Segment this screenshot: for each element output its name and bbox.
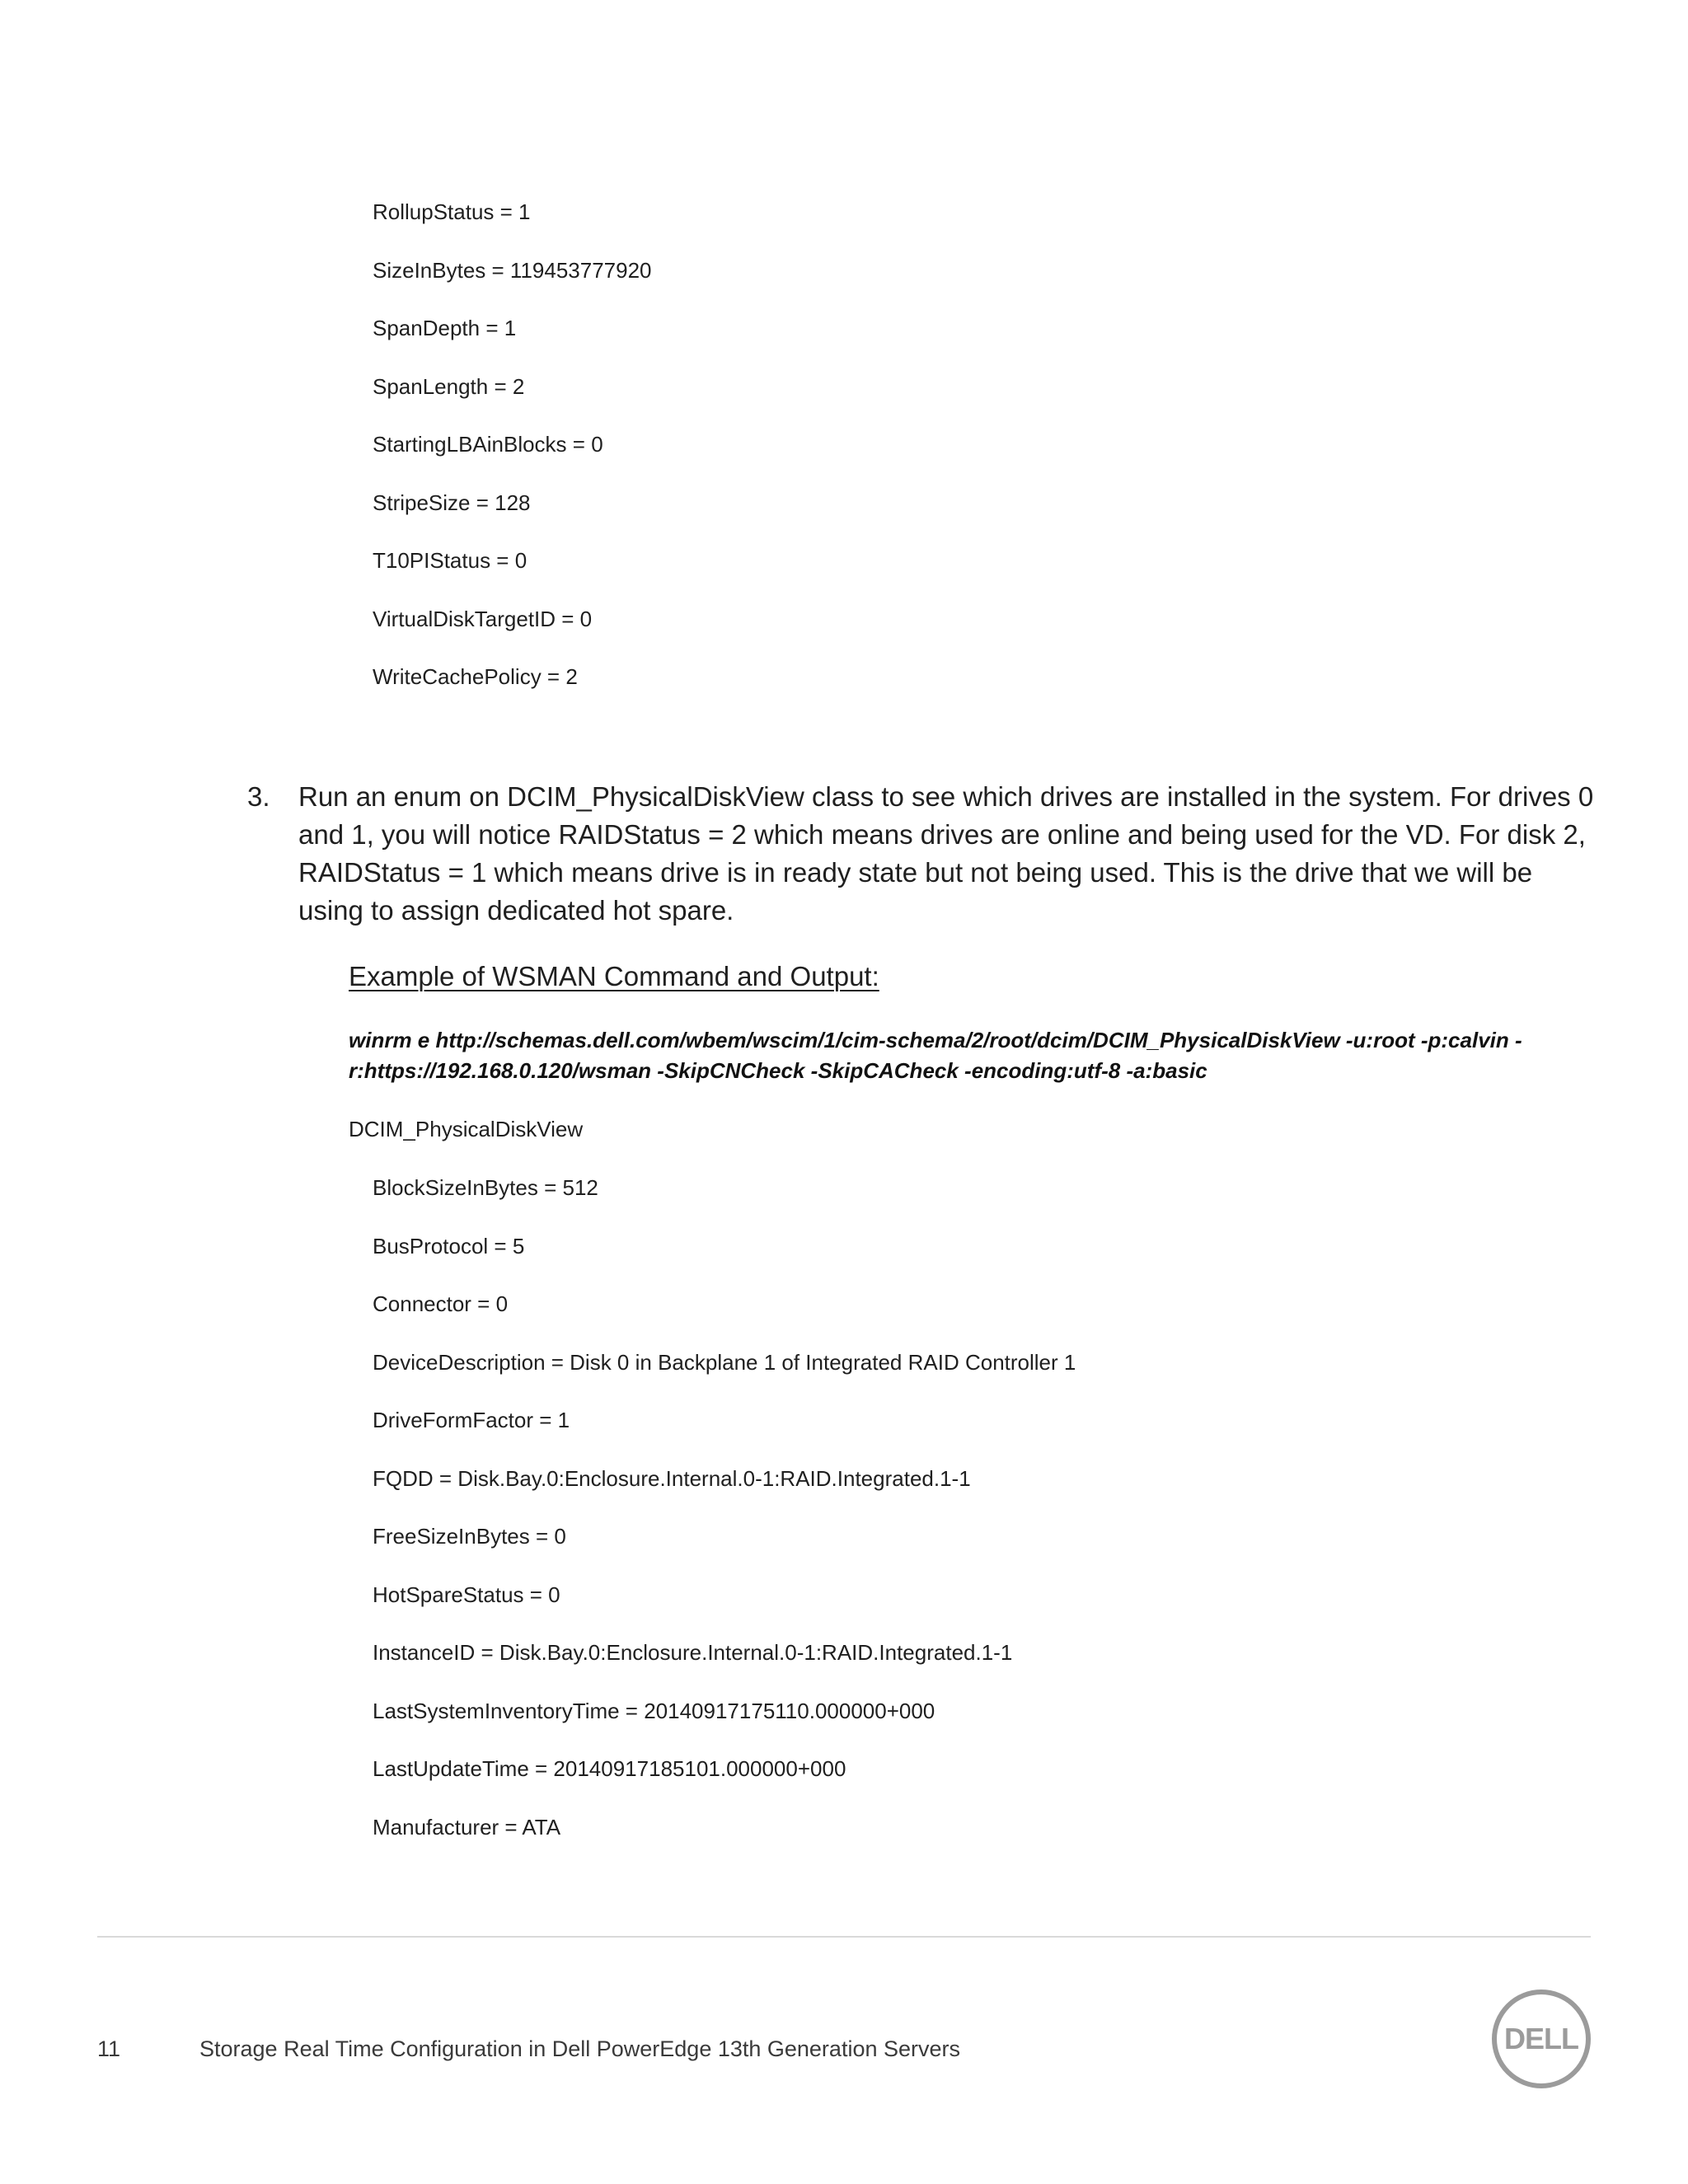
property-line: SizeInBytes = 119453777920 <box>373 257 652 283</box>
step-number: 3. <box>247 781 270 812</box>
property-line: WriteCachePolicy = 2 <box>373 664 578 689</box>
property-line: FQDD = Disk.Bay.0:Enclosure.Internal.0-1:RAID.Integrated.1-1 <box>373 1465 971 1491</box>
dell-logo-icon <box>1490 1988 1592 2090</box>
step-text: Run an enum on DCIM_PhysicalDiskView class to see which drives are installed in the system. For drives 0 and 1, you will notice RAIDStatus = 2 which means drives are online and being used for the VD. For disk 2, RAIDStatus = 1 which means drive is in ready state but not being used. This is the drive that we will be using to assign dedicated hot spare. <box>298 781 1594 926</box>
property-line: InstanceID = Disk.Bay.0:Enclosure.Internal.0-1:RAID.Integrated.1-1 <box>373 1640 1013 1665</box>
wsman-command: winrm e http://schemas.dell.com/wbem/wscim/1/cim-schema/2/root/dcim/DCIM_PhysicalDiskView -u:root -p:calvin -r:https://192.168.0.120/wsman -SkipCNCheck -SkipCACheck -encoding:utf-8 -a:basic <box>349 1028 1522 1083</box>
physical-disk-property-list <box>373 1175 1076 1872</box>
property-line: FreeSizeInBytes = 0 <box>373 1524 566 1549</box>
property-line: SpanDepth = 1 <box>373 316 517 340</box>
class-name: DCIM_PhysicalDiskView <box>349 1117 584 1141</box>
property-line: VirtualDiskTargetID = 0 <box>373 606 593 631</box>
property-line: BlockSizeInBytes = 512 <box>373 1175 598 1200</box>
property-line: DeviceDescription = Disk 0 in Backplane 1 of Integrated RAID Controller 1 <box>373 1349 1076 1375</box>
property-line: Manufacturer = ATA <box>373 1814 561 1840</box>
footer-divider <box>97 1936 1591 1938</box>
property-line: StripeSize = 128 <box>373 490 531 515</box>
virtual-disk-property-list <box>373 199 652 723</box>
property-line: HotSpareStatus = 0 <box>373 1582 560 1607</box>
property-line: StartingLBAinBlocks = 0 <box>373 432 603 457</box>
property-line: BusProtocol = 5 <box>373 1233 525 1258</box>
page-number: 11 <box>97 2036 121 2061</box>
property-line: RollupStatus = 1 <box>373 199 531 224</box>
footer-title: Storage Real Time Configuration in Dell PowerEdge 13th Generation Servers <box>199 2036 960 2061</box>
property-line: Connector = 0 <box>373 1291 509 1316</box>
property-line: SpanLength = 2 <box>373 373 525 399</box>
property-line: T10PIStatus = 0 <box>373 548 528 573</box>
svg-text:DELL: DELL <box>1504 2022 1578 2055</box>
property-line: LastSystemInventoryTime = 20140917175110.000000+000 <box>373 1698 935 1723</box>
property-line: LastUpdateTime = 20140917185101.000000+000 <box>373 1756 846 1781</box>
example-heading: Example of WSMAN Command and Output: <box>349 961 879 991</box>
property-line: DriveFormFactor = 1 <box>373 1408 570 1432</box>
